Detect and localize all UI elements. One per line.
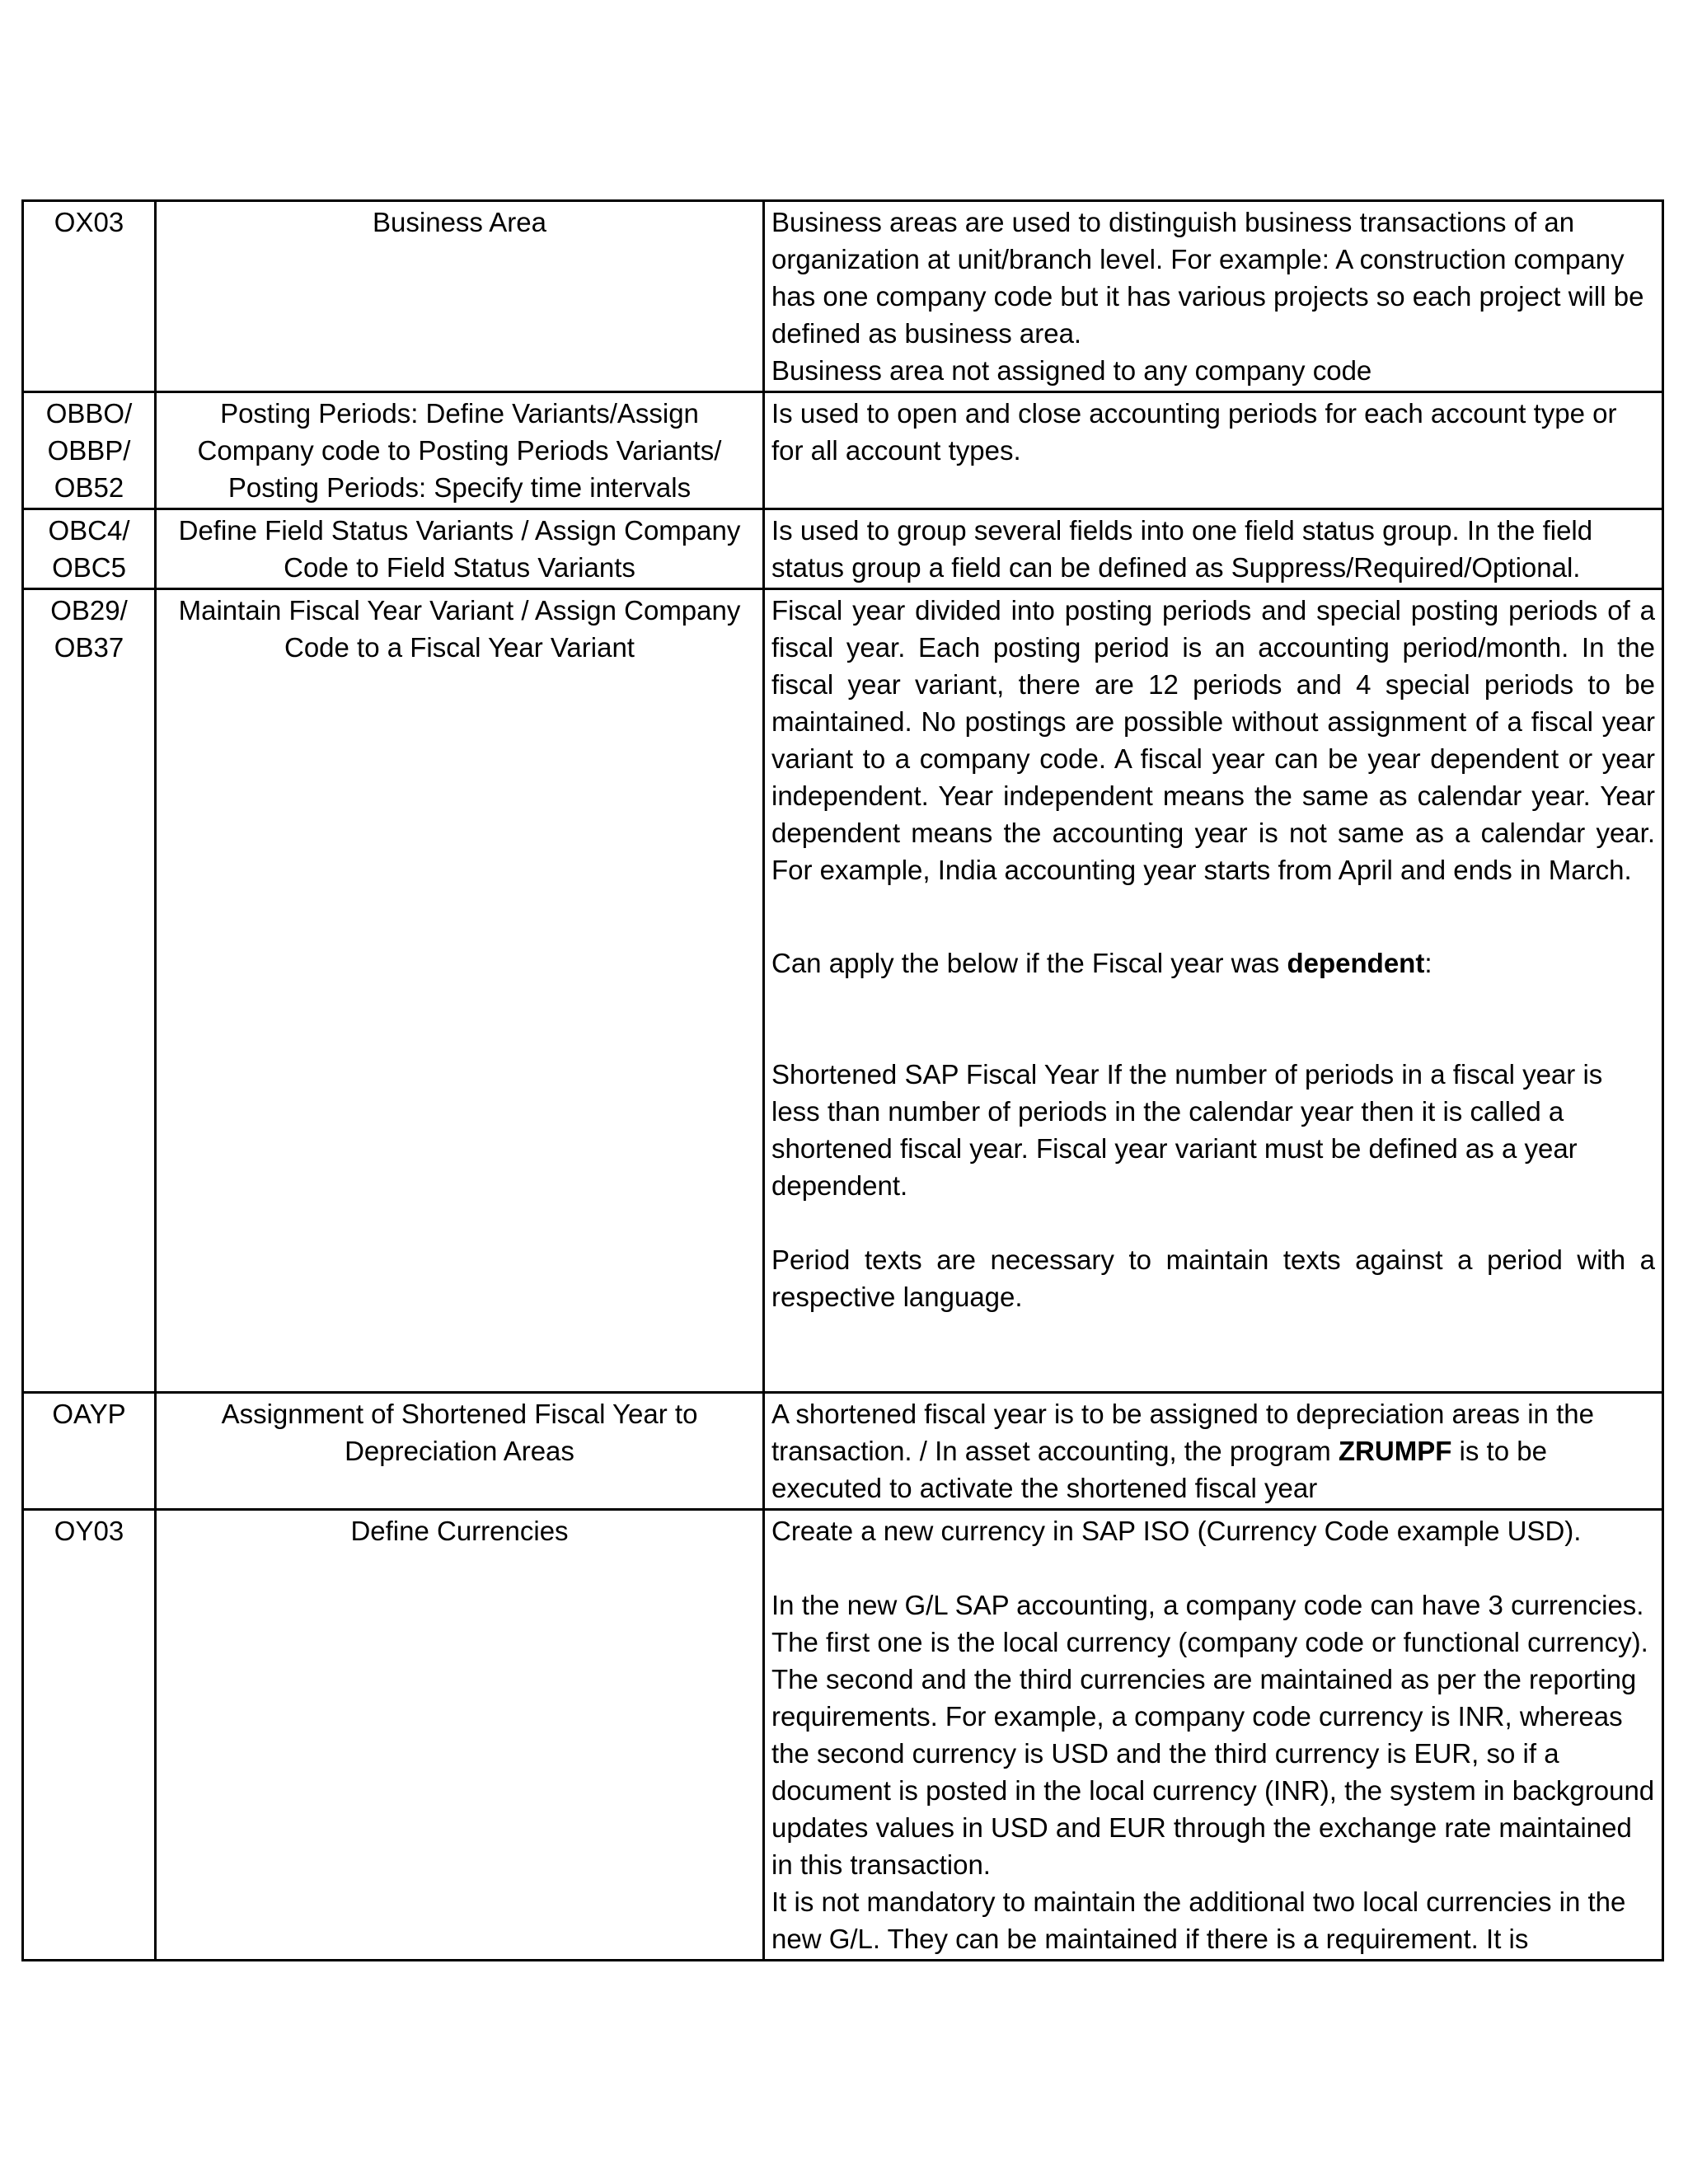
oayp-text-suffix: is to be executed to activate the shortened fiscal year	[771, 1436, 1547, 1503]
transaction-name: Define Field Status Variants / Assign Company Code to Field Status Variants	[156, 509, 764, 589]
table-row	[23, 1393, 1663, 1510]
paragraph-spacer	[771, 1204, 1655, 1241]
transaction-name: Define Currencies	[156, 1510, 764, 1961]
description-paragraph: Create a new currency in SAP ISO (Currency Code example USD).	[771, 1516, 1582, 1546]
transaction-description	[764, 1510, 1663, 1961]
transaction-description	[764, 589, 1663, 1393]
apply-bold-text: dependent	[1287, 948, 1425, 978]
description-paragraph-apply	[771, 944, 1655, 982]
description-paragraph: Fiscal year divided into posting periods and special posting periods of a fiscal year. Each posting period is an accounting period/month. In the fiscal year variant, there are 12 periods and 4 special periods to be maintained. No postings are possible without assignment of a fiscal year variant to a company code. A fiscal year can be year dependent or year independent. Year independent means the same as calendar year. Year dependent means the accounting year is not same as a calendar year. For example, India accounting year starts from April and ends in March.	[771, 595, 1655, 885]
description-paragraph: Is used to group several fields into one field status group. In the field status group a field can be defined as Suppress/Required/Optional.	[771, 515, 1593, 583]
transaction-description	[764, 392, 1663, 509]
transaction-code: OBBO/ OBBP/ OB52	[23, 392, 156, 509]
transaction-description	[764, 1393, 1663, 1510]
paragraph-spacer	[771, 1549, 1655, 1586]
transaction-description	[764, 509, 1663, 589]
paragraph-spacer	[771, 1315, 1655, 1390]
table-row	[23, 392, 1663, 509]
table-row	[23, 201, 1663, 392]
description-paragraph: Business areas are used to distinguish business transactions of an organization at unit/branch level. For example: A construction company has one company code but it has various projects so each project will be defined as business area.	[771, 207, 1644, 349]
transaction-code: OAYP	[23, 1393, 156, 1510]
transaction-name: Business Area	[156, 201, 764, 392]
paragraph-spacer	[771, 888, 1655, 944]
description-paragraph: Is used to open and close accounting periods for each account type or for all account types.	[771, 398, 1617, 466]
description-paragraph: In the new G/L SAP accounting, a company code can have 3 currencies. The first one is the local currency (company code or functional currency). The second and the third currencies are maintained as per the reporting requirements. For example, a company code currency is INR, whereas the second currency is USD and the third currency is EUR, so if a document is posted in the local currency (INR), the system in background updates values in USD and EUR through the exchange rate maintained in this transaction.	[771, 1590, 1655, 1880]
description-paragraph: Shortened SAP Fiscal Year If the number of periods in a fiscal year is less than number of periods in the calendar year then it is called a shortened fiscal year. Fiscal year variant must be defined as a year dependent.	[771, 1059, 1603, 1201]
transaction-name: Assignment of Shortened Fiscal Year to Depreciation Areas	[156, 1393, 764, 1510]
transaction-code: OY03	[23, 1510, 156, 1961]
paragraph-spacer	[771, 982, 1655, 1056]
oayp-text: A shortened fiscal year is to be assigned to depreciation areas in the transaction. / In asset accounting, the program	[771, 1399, 1594, 1466]
apply-suffix: :	[1424, 948, 1432, 978]
program-name: ZRUMPF	[1338, 1436, 1452, 1466]
description-paragraph: Business area not assigned to any company code	[771, 355, 1372, 386]
description-paragraph: Period texts are necessary to maintain texts against a period with a respective language.	[771, 1244, 1655, 1312]
table-row	[23, 1510, 1663, 1961]
transaction-code: OB29/ OB37	[23, 589, 156, 1393]
apply-text: Can apply the below if the Fiscal year was	[771, 948, 1287, 978]
transaction-code-table	[21, 199, 1664, 1961]
transaction-description	[764, 201, 1663, 392]
description-paragraph: It is not mandatory to maintain the additional two local currencies in the new G/L. They can be maintained if there is a requirement. It is	[771, 1886, 1626, 1954]
description-paragraph	[771, 1395, 1655, 1507]
transaction-name: Posting Periods: Define Variants/Assign Company code to Posting Periods Variants/ Posting Periods: Specify time intervals	[156, 392, 764, 509]
transaction-name: Maintain Fiscal Year Variant / Assign Company Code to a Fiscal Year Variant	[156, 589, 764, 1393]
transaction-code: OBC4/ OBC5	[23, 509, 156, 589]
table-row	[23, 589, 1663, 1393]
transaction-code: OX03	[23, 201, 156, 392]
table-row	[23, 509, 1663, 589]
